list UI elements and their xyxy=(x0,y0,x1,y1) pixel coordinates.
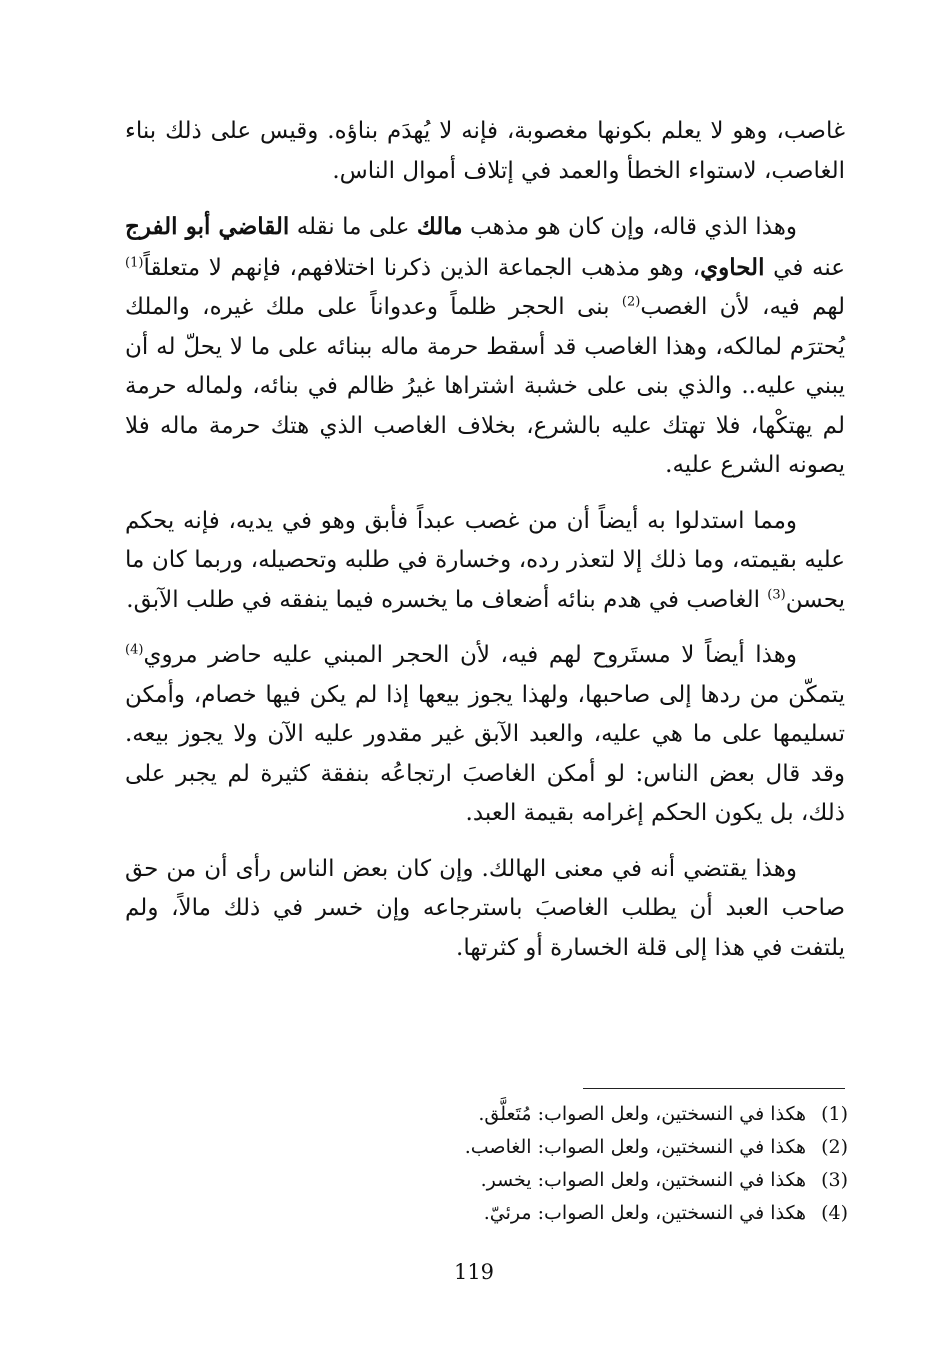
text-run: وهذا الذي قاله، وإن كان هو مذهب xyxy=(462,214,798,240)
footnotes xyxy=(128,1098,848,1230)
footnote-number: (2) xyxy=(821,1136,848,1158)
bold-name: القاضي أبو الفرج xyxy=(125,213,290,240)
footnote-marker: (2) xyxy=(621,294,641,310)
text-run: عنه في xyxy=(764,254,845,281)
footnote-3 xyxy=(128,1164,848,1197)
footnote-text: هكذا في النسختين، ولعل الصواب: الغاصب. xyxy=(464,1136,806,1158)
footnote-text: هكذا في النسختين، ولعل الصواب: مُتَعلَّق. xyxy=(478,1103,806,1125)
footnote-divider xyxy=(583,1088,845,1089)
text-run: الغاصب في هدم بنائه أضعاف ما يخسره فيما ينفقه في طلب الآبق. xyxy=(126,586,768,613)
text-run: غاصب، وهو لا يعلم بكونها مغصوبة، فإنه لا يُهدَم بناؤه. وقيس على ذلك بناء الغاصب، لاستواء الخطأ والعمد في إتلاف أموال الناس. xyxy=(125,118,845,184)
footnote-marker: (4) xyxy=(125,642,144,658)
paragraph-1 xyxy=(125,112,845,191)
footnote-number: (3) xyxy=(821,1169,848,1191)
text-run: وهذا يقتضي أنه في معنى الهالك. وإن كان بعض الناس رأى أن من حق صاحب العبد أن يطلب الغاصبَ باسترجاعه وإن خسر في ذلك مالاً، ولم يلتفت في هذا إلى قلة الخسارة أو كثرتها. xyxy=(125,855,845,961)
text-run: بنى الحجر ظلماً وعدواناً على ملك غيره، والملك يُحترَم لمالكه، وهذا الغاصب قد أسقط حرمة ماله ببنائه على ما لا يحلّ له أن يبني عليه.. والذي بنى على خشبة اشتراها غيرُ ظالم في بنائه، ولماله حرمة لم يهتكْها، فلا تهتك عليه بالشرع، بخلاف الغاصب الذي هتك حرمة ماله فلا يصونه الشرع عليه. xyxy=(125,294,845,478)
text-run: ، وهو مذهب الجماعة الذين ذكرنا اختلافهم، فإنهم لا متعلقاً xyxy=(143,254,701,281)
main-text xyxy=(125,112,845,984)
text-run: على ما نقله xyxy=(289,214,417,240)
footnote-4 xyxy=(128,1197,848,1230)
footnote-number: (1) xyxy=(821,1103,848,1125)
text-run: ومما استدلوا به أيضاً أن من غصب عبداً فأبق وهو في يديه، فإنه يحكم عليه بقيمته، وما ذلك إلا لتعذر رده، وخسارة في طلبه وتحصيله، وربما كان ما يحسن xyxy=(125,507,845,613)
paragraph-2 xyxy=(125,207,845,486)
footnote-text: هكذا في النسختين، ولعل الصواب: يخسر. xyxy=(480,1169,806,1191)
paragraph-4 xyxy=(125,636,845,834)
text-run: لهم فيه، لأن الغصب xyxy=(640,294,845,320)
footnote-1 xyxy=(128,1098,848,1131)
text-run: يتمكّن من ردها إلى صاحبها، ولهذا يجوز بيعها إذا لم يكن فيها خصام، وأمكن تسليمها على ما هي عليه، والعبد الآبق غير مقدور عليه الآن ولا يجوز بيعه. وقد قال بعض الناس: لو أمكن الغاصبَ ارتجاعُه بنفقة كثيرة لم يجبر على ذلك، بل يكون الحكم إغرامه بقيمة العبد. xyxy=(125,681,845,826)
page-number: 119 xyxy=(453,1260,495,1284)
bold-name: مالك xyxy=(416,213,463,240)
bold-name: الحاوي xyxy=(700,253,765,281)
paragraph-3 xyxy=(125,502,845,621)
footnote-marker: (3) xyxy=(767,586,786,602)
footnote-2 xyxy=(128,1131,848,1164)
paragraph-5 xyxy=(125,850,845,969)
footnote-marker: (1) xyxy=(125,254,144,270)
text-run: وهذا أيضاً لا مستَروح لهم فيه، لأن الحجر المبني عليه حاضر مروي xyxy=(143,642,797,668)
footnote-number: (4) xyxy=(821,1202,848,1224)
footnote-text: هكذا في النسختين، ولعل الصواب: مرئيّ. xyxy=(483,1202,806,1224)
